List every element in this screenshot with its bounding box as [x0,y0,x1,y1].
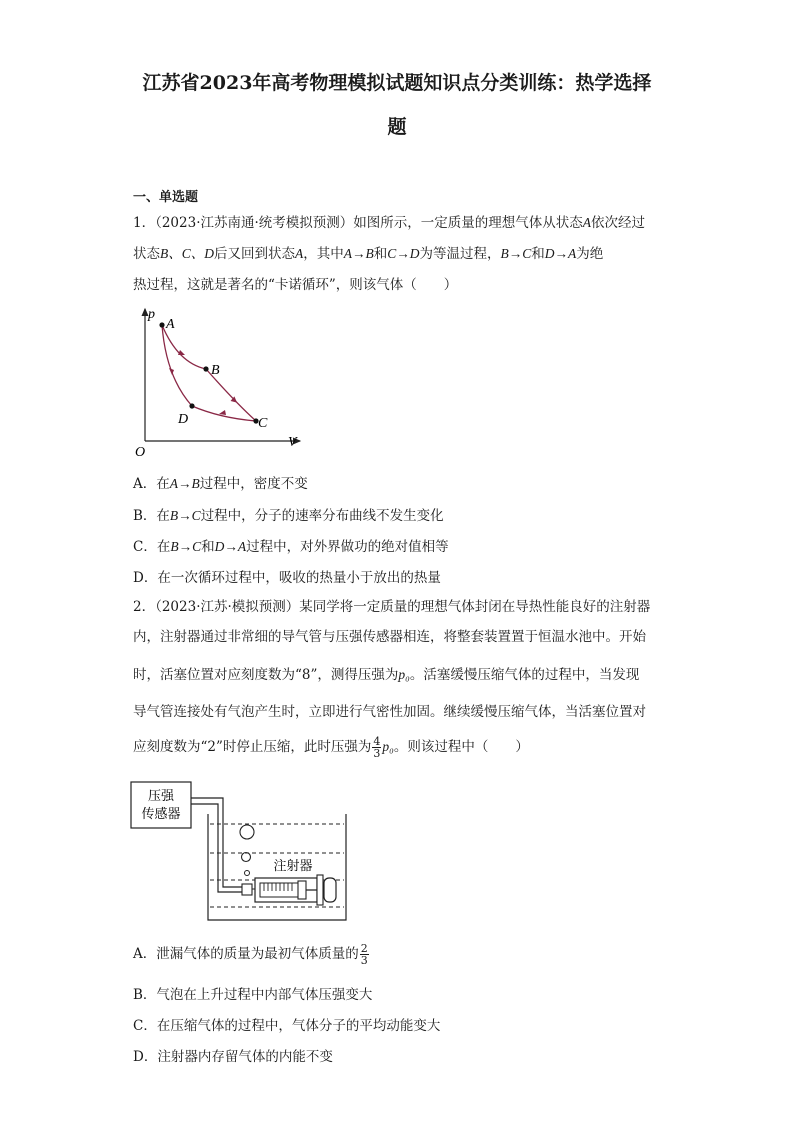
q2-option-a [133,942,370,966]
q1-option-c [133,535,449,555]
syringe-plunger [298,881,306,899]
q1-var: D→A [214,539,247,554]
fraction-den: 3 [360,954,368,967]
q1-text: 和 [531,246,545,262]
q1-var: A [582,215,592,230]
q2-text: A．泄漏气体的质量为最初气体质量的 [133,946,359,962]
q1-text: C．在 [133,539,171,555]
section-heading: 一、单选题 [133,190,199,205]
q1-var: A→B [169,476,200,491]
q1-text: 依次经过 [591,215,646,231]
doc-title-line2: 题 [387,116,407,138]
point-a [159,322,164,327]
arrow-a-b [178,350,185,355]
point-b [203,366,208,371]
q2-line2: 内，注射器通过非常细的导气管与压强传感器相连，将整套装置置于恒温水池中。开始 [133,629,646,645]
q1-text: 过程中，密度不变 [199,476,308,492]
q2-line3 [133,666,639,684]
arrow-d-a [169,368,174,375]
label-a: A [166,317,175,332]
fraction-den: 3 [373,747,381,760]
q1-var: D→A [544,246,577,261]
q1-text: A．在 [133,476,170,492]
q1-option-b [133,504,444,524]
q2-option-b: B．气泡在上升过程中内部气体压强变大 [133,987,373,1003]
label-c: C [258,416,268,431]
q1-text: 1．（2023·江苏南通·统考模拟预测）如图所示，一定质量的理想气体从状态 [133,215,583,231]
q2-text: 时，活塞位置对应刻度数为“8”，测得压强为 [133,667,399,683]
q1-text: 为等温过程， [419,246,501,262]
q2-option-c: C．在压缩气体的过程中，气体分子的平均动能变大 [133,1018,441,1034]
q2-line4: 导气管连接处有气泡产生时，立即进行气密性加固。继续缓慢压缩气体，当活塞位置对 [133,704,646,720]
q1-var: B→C [170,539,202,554]
q1-var: B、C、D [160,246,214,261]
q1-var: B→C [169,508,201,523]
bubble-medium [242,853,251,862]
label-d: D [178,412,189,427]
q2-option-d: D．注射器内存留气体的内能不变 [133,1049,333,1065]
point-d [189,403,194,408]
q1-var: A→B [343,246,374,261]
sensor-label-1: 压强 [147,789,175,804]
curve-d-a [162,325,192,406]
q2-line5 [133,736,529,759]
q1-text: 后又回到状态 [214,246,295,262]
syringe-flange [317,875,323,905]
q1-text: 过程中，对外界做功的绝对值相等 [246,539,449,555]
q1-option-a [133,472,308,492]
q1-text: ，其中 [303,246,344,262]
q1-text: 和 [373,246,388,262]
apparatus-figure [130,776,352,926]
q1-option-d: D．在一次循环过程中，吸收的热量小于放出的热量 [133,570,441,586]
bubble-large [240,825,254,839]
q1-text: 和 [201,539,215,555]
q1-text: 为绝 [576,246,604,262]
q1-line1 [133,214,645,232]
q1-var: C→D [387,246,420,261]
syringe-label: 注射器 [273,859,313,874]
fraction-num: 2 [360,942,368,955]
gas-tube [191,798,242,887]
bubble-small [245,871,250,876]
p-axis-label: p [148,307,155,322]
q2-text: 应刻度数为“2”时停止压缩，此时压强为 [133,739,372,755]
gas-tube-inner [191,804,242,892]
syringe-nozzle [242,884,252,895]
label-b: B [211,363,220,378]
doc-title-line1: 江苏省2023年高考物理模拟试题知识点分类训练：热学选择 [142,72,652,94]
pv-diagram [130,305,310,460]
fraction-4-3 [372,736,381,759]
q1-line2 [133,245,603,263]
sensor-label-2: 传感器 [141,807,181,822]
q1-text: B．在 [133,508,170,524]
fraction-2-3 [360,943,369,966]
q1-var: B→C [500,246,532,261]
q2-line1: 2．（2023·江苏·模拟预测）某同学将一定质量的理想气体封闭在导热性能良好的注射器 [133,599,651,615]
origin-label: O [135,445,146,460]
fraction-num: 4 [373,735,381,748]
arrow-c-d [219,410,226,415]
plunger-handle [324,878,336,902]
q1-text: 过程中，分子的速率分布曲线不发生变化 [200,508,444,524]
v-axis-label: V [288,435,297,450]
q2-text: 。活塞缓慢压缩气体的过程中，当发现 [409,667,640,683]
q2-text: 。则该过程中（ ） [393,739,529,755]
q1-line3: 热过程，这就是著名的“卡诺循环”，则该气体（ ） [133,277,458,293]
q1-var: A [295,246,304,261]
q2-var: p₀ [382,739,394,754]
q1-text: 状态 [133,246,160,262]
q2-var: p₀ [398,667,410,682]
